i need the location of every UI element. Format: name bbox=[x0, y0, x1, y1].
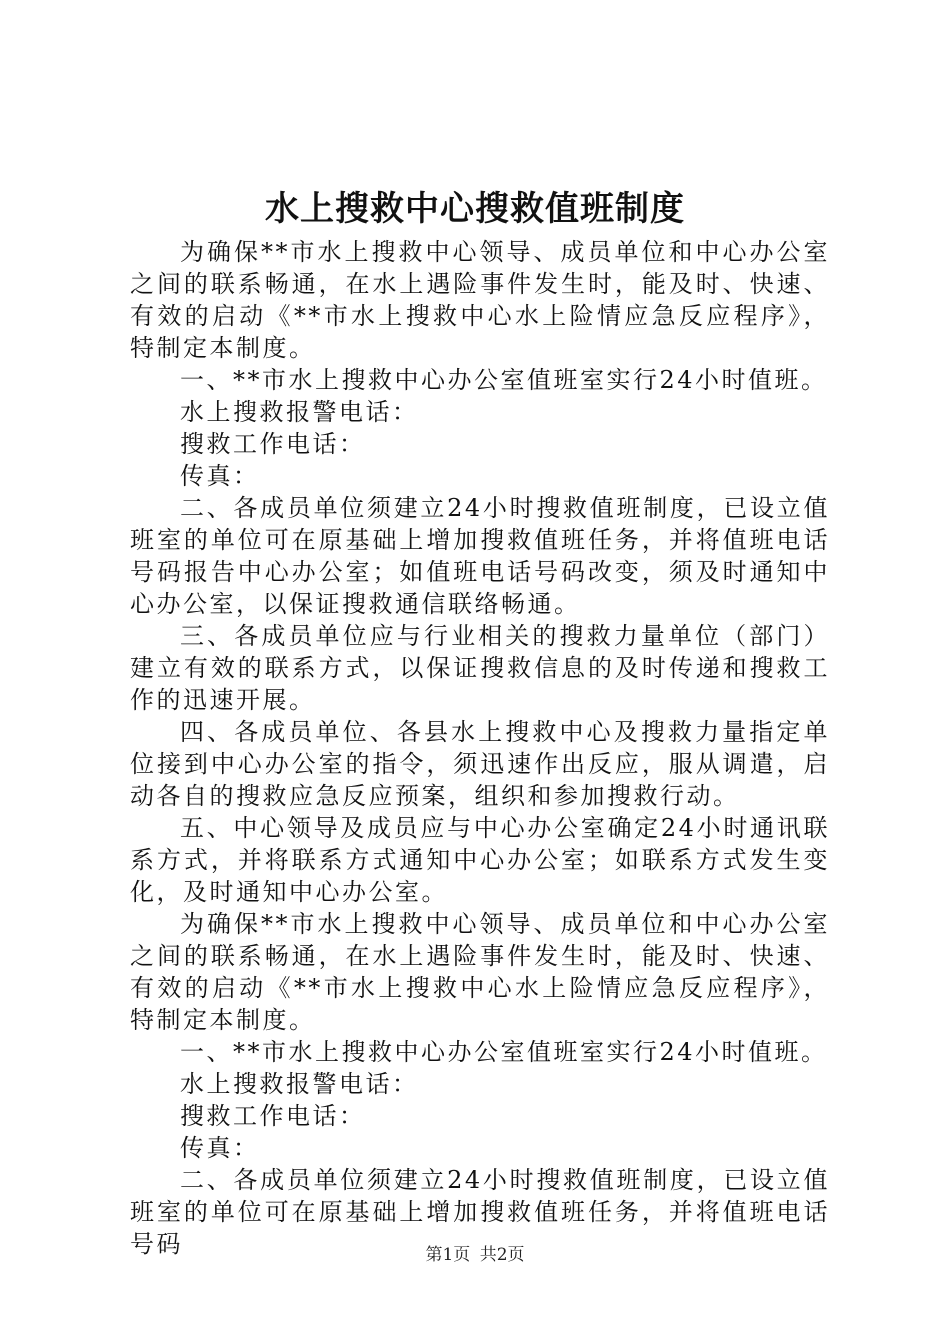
paragraph-alarm-phone-repeat: 水上搜救报警电话： bbox=[180, 1070, 419, 1098]
page-total: 共2页 bbox=[479, 1245, 525, 1265]
paragraph-fax: 传真： bbox=[180, 462, 260, 490]
page-footer bbox=[0, 1244, 950, 1266]
paragraph-item-2: 二、各成员单位须建立24小时搜救值班制度，已设立值班室的单位可在原基础上增加搜救值班任务，并将值班电话号码报告中心办公室；如值班电话号码改变，须及时通知中心办公室，以保证搜救通信联络畅通。 bbox=[130, 494, 830, 618]
paragraph-item-1: 一、**市水上搜救中心办公室值班室实行24小时值班。 bbox=[180, 366, 828, 394]
paragraph-item-2-repeat: 二、各成员单位须建立24小时搜救值班制度，已设立值班室的单位可在原基础上增加搜救值班任务，并将值班电话号码 bbox=[130, 1166, 830, 1258]
paragraph-alarm-phone: 水上搜救报警电话： bbox=[180, 398, 419, 426]
paragraph-item-1-repeat: 一、**市水上搜救中心办公室值班室实行24小时值班。 bbox=[180, 1038, 828, 1066]
paragraph-work-phone-repeat: 搜救工作电话： bbox=[180, 1102, 366, 1130]
paragraph-work-phone: 搜救工作电话： bbox=[180, 430, 366, 458]
document-title: 水上搜救中心搜救值班制度 bbox=[265, 189, 685, 229]
paragraph-intro-repeat: 为确保**市水上搜救中心领导、成员单位和中心办公室之间的联系畅通，在水上遇险事件发生时，能及时、快速、有效的启动《**市水上搜救中心水上险情应急反应程序》，特制定本制度。 bbox=[130, 910, 830, 1034]
paragraph-item-3: 三、各成员单位应与行业相关的搜救力量单位（部门）建立有效的联系方式，以保证搜救信息的及时传递和搜救工作的迅速开展。 bbox=[130, 622, 830, 714]
paragraph-item-5: 五、中心领导及成员应与中心办公室确定24小时通讯联系方式，并将联系方式通知中心办公室；如联系方式发生变化，及时通知中心办公室。 bbox=[130, 814, 830, 906]
paragraph-item-4: 四、各成员单位、各县水上搜救中心及搜救力量指定单位接到中心办公室的指令，须迅速作出反应，服从调遣，启动各自的搜救应急反应预案，组织和参加搜救行动。 bbox=[130, 718, 830, 810]
page-number: 第1页 bbox=[425, 1245, 471, 1265]
paragraph-intro: 为确保**市水上搜救中心领导、成员单位和中心办公室之间的联系畅通，在水上遇险事件发生时，能及时、快速、有效的启动《**市水上搜救中心水上险情应急反应程序》，特制定本制度。 bbox=[130, 238, 830, 362]
paragraph-fax-repeat: 传真： bbox=[180, 1134, 260, 1162]
document-body bbox=[130, 236, 830, 1260]
